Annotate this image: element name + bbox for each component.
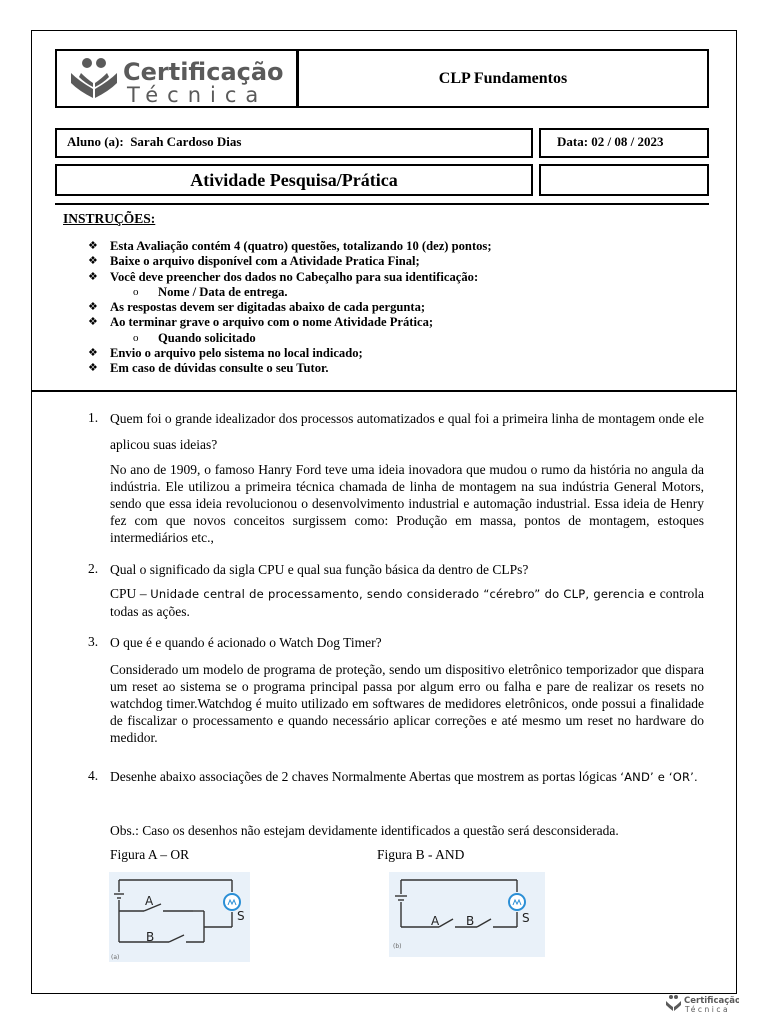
divider-top: [55, 203, 709, 205]
instruction-subitem: o Quando solicitado: [133, 330, 256, 345]
or-circuit-diagram: [109, 872, 250, 962]
instruction-item: ❖ Ao terminar grave o arquivo com o nome Atividade Prática;: [88, 315, 434, 330]
svg-text:A: A: [431, 914, 440, 928]
svg-text:A: A: [145, 894, 154, 908]
question-4: [88, 764, 704, 790]
diamond-bullet-icon: ❖: [88, 362, 98, 375]
svg-text:B: B: [146, 930, 155, 944]
circle-bullet-icon: o: [133, 331, 139, 344]
diamond-bullet-icon: ❖: [88, 316, 98, 329]
logo-text-tecnica: Técnica: [127, 83, 268, 106]
lamp-icon: [224, 894, 240, 910]
instruction-subitem: o Nome / Data de entrega.: [133, 284, 288, 299]
question-number: 1.: [88, 410, 99, 425]
diamond-bullet-icon: ❖: [88, 270, 98, 283]
student-label: Aluno (a):: [67, 134, 124, 149]
diamond-bullet-icon: ❖: [88, 240, 98, 252]
logo-text-certificacao: Certificação: [123, 58, 284, 86]
figure-b-and-circuit: [389, 872, 545, 957]
date-field: [539, 128, 709, 158]
question-text: Quem foi o grande idealizador dos processos automatizados e qual foi a primeira linha de montagem onde ele aplicou suas ideias?: [110, 411, 704, 452]
instruction-item: ❖ Em caso de dúvidas consulte o seu Tutor.: [88, 361, 329, 376]
instruction-item: ❖ Envio o arquivo pelo sistema no local indicado;: [88, 346, 363, 361]
certificacao-tecnica-logo: [57, 51, 296, 106]
instruction-item: ❖ As respostas devem ser digitadas abaixo de cada pergunta;: [88, 300, 426, 315]
question-number: 4.: [88, 768, 99, 783]
diamond-bullet-icon: ❖: [88, 347, 98, 360]
student-name: Sarah Cardoso Dias: [130, 134, 242, 149]
circle-bullet-icon: o: [133, 285, 139, 298]
answer-2: CPU – Unidade central de processamento, sendo considerado “cérebro” do CLP, gerencia e controla todas as ações.: [110, 586, 705, 619]
date-value: 02 / 08 / 2023: [591, 134, 664, 149]
lamp-icon: [509, 894, 525, 910]
question-2: [88, 557, 704, 583]
svg-text:(a): (a): [111, 954, 120, 961]
header-logo-box: [55, 49, 298, 108]
instruction-item: ❖ Você deve preencher dos dados no Cabeçalho para sua identificação:: [88, 269, 479, 284]
divider-instructions: [31, 390, 737, 392]
svg-text:Técnica: Técnica: [685, 1005, 731, 1014]
student-field: [55, 128, 533, 158]
and-circuit-diagram: [389, 872, 545, 957]
question-text: Desenhe abaixo associações de 2 chaves Normalmente Abertas que mostrem as portas lógicas ‘AND’ e ‘OR’.: [110, 769, 698, 784]
instructions-heading: INSTRUÇÕES:: [63, 211, 156, 226]
instruction-item: ❖ Esta Avaliação contém 4 (quatro) questões, totalizando 10 (dez) pontos;: [88, 239, 492, 253]
svg-text:S: S: [237, 909, 245, 923]
svg-text:S: S: [522, 911, 530, 925]
date-label: Data:: [557, 134, 589, 149]
diamond-bullet-icon: ❖: [88, 255, 98, 268]
instruction-item: ❖ Baixe o arquivo disponível com a Atividade Pratica Final;: [88, 254, 420, 269]
svg-text:(b): (b): [393, 943, 402, 950]
figure-a-label: Figura A – OR: [110, 847, 190, 862]
certificacao-tecnica-small-logo: [664, 993, 739, 1015]
figure-b-label: Figura B - AND: [377, 847, 465, 862]
svg-text:B: B: [466, 914, 475, 928]
instructions-list: [88, 239, 492, 377]
figure-a-or-circuit: [109, 872, 250, 962]
question-1: [88, 406, 704, 458]
question-text: O que é e quando é acionado o Watch Dog Timer?: [110, 635, 382, 650]
diamond-bullet-icon: ❖: [88, 301, 98, 314]
question-number: 3.: [88, 634, 99, 649]
activity-title: Atividade Pesquisa/Prática: [55, 164, 533, 196]
course-title: CLP Fundamentos: [297, 49, 709, 108]
answer-1: No ano de 1909, o famoso Hanry Ford teve uma ideia inovadora que mudou o rumo da história no angula da indústria. Ele utilizou a primeira técnica chamada de linha de montagem na sua indústria General Motors, sendo que essa ideia revolucionou o desenvolvimento industrial e automação industrial. Essa ideia de Henry fez com que novos conceitos surgissem como: Produção em massa, pontos de montagem, estoques intermediários etc.,: [110, 462, 704, 545]
question-text: Qual o significado da sigla CPU e qual sua função básica da dentro de CLPs?: [110, 562, 529, 577]
question-3: [88, 630, 704, 656]
blank-box: [539, 164, 709, 196]
footer-logo: [664, 993, 739, 1015]
svg-text:Certificação: Certificação: [684, 996, 739, 1006]
answer-3: Considerado um modelo de programa de proteção, sendo um dispositivo eletrônico temporizador que dispara um reset ao sistema se o programa principal passa por algum erro ou falha e pare de realizar os resets no watchdog timer.Watchdog é muito utilizado em softwares de medidores eletrônicos, onde possui a finalidade de fiscalizar o processamento e quando necessário aplicar correções e até mesmo um reset no hardware do medidor.: [110, 662, 704, 745]
question-4-obs: Obs.: Caso os desenhos não estejam devidamente identificados a questão será desconsiderada.: [110, 823, 619, 838]
question-number: 2.: [88, 561, 99, 576]
